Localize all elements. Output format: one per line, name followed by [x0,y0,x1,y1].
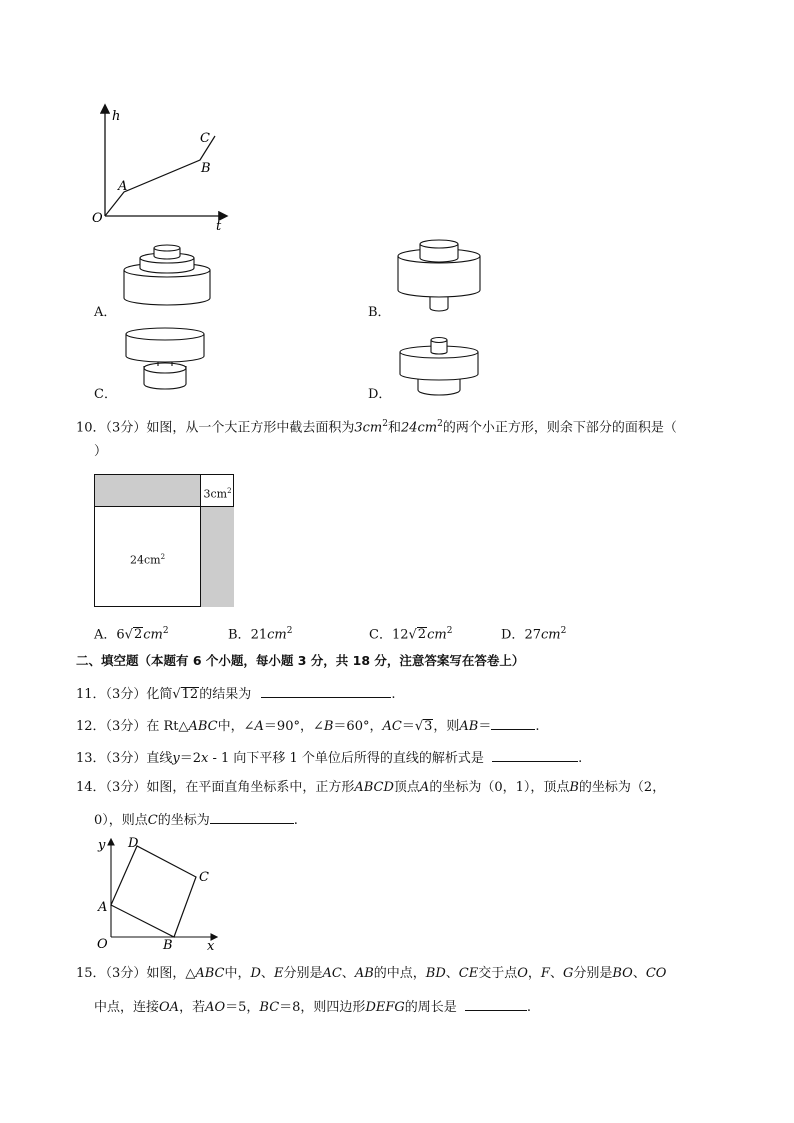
q10-val1: 3 [354,420,363,436]
q13-score: （3分） [105,751,147,766]
q15-defg: DEFG [365,1000,405,1015]
q14-a: A [419,780,430,795]
q14-number: 14． [76,780,106,795]
q10-option-a-sup: 2 [162,626,169,636]
q15-t11: 分别是 [573,966,613,981]
q12-score: （3分） [105,719,147,734]
q14-label-d: D [128,836,139,851]
q10-option-b-sup: 2 [286,626,293,636]
q15-t2: 中， [224,966,251,981]
q12-ac: AC [382,719,402,734]
point-label-c: C [200,131,210,146]
q10-option-d-label: D． [501,627,525,643]
q15-bc: BC [259,1000,280,1015]
q10-number: 10． [76,420,106,436]
q9-option-a-label[interactable]: A． [94,305,117,320]
q12-answer-blank[interactable] [491,716,535,730]
q12-t2: 中，∠ [217,719,255,734]
q14-line1 [76,779,665,797]
q14-b: B [569,780,579,795]
q10-small-square-label: 3cm [203,487,228,501]
q12-ab: AB [459,719,479,734]
q15-ac: AC [322,966,342,981]
sqrt-icon: √ [124,627,133,643]
q15-end: . [526,1000,532,1015]
q15-l2d: ＝8，则四边形 [279,1000,366,1015]
q14-label-x: x [207,939,215,952]
q14-c: C [147,813,158,828]
q10-close-paren: ） [94,444,108,459]
q15-number: 15． [76,966,106,981]
q12-number: 12． [76,719,106,734]
q10-option-b-pre: 21 [250,627,268,643]
q10-option-a[interactable] [94,622,169,644]
q10-large-square [95,507,201,607]
q14-t2: 顶点 [393,780,420,795]
q15-ab: AB [354,966,374,981]
q10-option-a-rad: 2 [133,627,143,643]
q10-option-b-unit: cm [267,627,287,643]
q10-option-a-unit: cm [143,627,163,643]
q14-label-b: B [163,938,173,952]
q11-score: （3分） [105,687,147,702]
q11-pre: 化简 [146,687,173,702]
q15-t4: 分别是 [283,966,323,981]
q15-ce: CE [458,966,479,981]
q15-f: F [540,966,550,981]
q15-oa: OA [159,1000,180,1015]
q15-g: G [562,966,574,981]
q14-answer-blank[interactable] [210,810,294,824]
h-curve [105,136,215,216]
q15-t10: 、 [549,966,563,981]
q12-b: B [323,719,334,734]
q10-small-square [201,475,234,507]
q11-line [76,684,395,704]
origin-label: O [92,211,103,226]
q12-abc: ABC [188,719,218,734]
q11-number: 11． [76,687,106,702]
q10-option-d[interactable] [501,622,566,644]
q10-shaded-top [95,475,201,507]
q10-option-d-unit: cm [540,627,561,643]
q10-option-b[interactable] [228,622,292,644]
q14-coordinate-figure [92,834,222,952]
q14-line2 [94,810,298,830]
q13-answer-blank[interactable] [492,748,578,762]
q9-option-a-figure[interactable] [118,244,218,314]
q13-y: y [172,751,180,766]
q10-option-c-pre: 12 [391,627,409,643]
q12-rad: 3 [424,719,433,734]
q15-line2 [94,997,531,1017]
q15-l2e: 的周长是 [404,1000,457,1015]
q10-option-c[interactable] [369,622,452,644]
q9-option-d-figure[interactable] [394,336,486,400]
q15-t3: 、 [260,966,274,981]
q15-ao: AO [205,1000,226,1015]
q10-sup1: 2 [382,419,388,429]
q13-line [76,748,582,768]
q10-text-after: 的两个小正方形，则余下部分的面积是（ [442,420,677,436]
q15-bd: BD [425,966,446,981]
q14-square-abcd [111,846,196,937]
q14-t5: 0），则点 [94,813,148,828]
axis-label-h: h [112,109,121,124]
q15-co: CO [645,966,667,981]
q14-t1: 如图，在平面直角坐标系中，正方形 [146,780,355,795]
q14-label-o: O [97,937,108,952]
q9-option-c-label[interactable]: C． [94,387,117,402]
q15-t5: 、 [341,966,355,981]
q15-line1 [76,965,666,983]
q13-end: . [578,751,583,766]
q9-ht-graph [88,100,233,232]
q15-t7: 、 [445,966,459,981]
q12-t4: ＝60°， [333,719,383,734]
q10-val2: 24 [400,420,418,436]
q10-stem-line1 [76,415,677,437]
section-title-fill-in: 二、填空题（本题有 6 个小题，每小题 3 分，共 18 分，注意答案写在答卷上） [76,653,525,668]
q15-t1: 如图，△ [146,966,196,981]
q10-mid: 和 [387,420,401,436]
point-label-a: A [118,179,128,194]
q14-label-c: C [199,870,209,885]
q12-t7: ＝ [478,719,492,734]
q9-option-b-figure[interactable] [392,236,486,316]
q10-shaded-right [201,507,234,607]
q9-option-b-label[interactable]: B． [368,305,391,320]
q13-t2: ＝2 [179,751,201,766]
q15-d: D [250,966,261,981]
q13-x: x [200,751,209,766]
sqrt-icon: √ [408,627,417,643]
q15-bo: BO [612,966,633,981]
q11-rad: 12 [181,687,199,702]
q9-option-d-label[interactable]: D． [368,387,392,402]
q10-option-d-pre: 27 [524,627,541,643]
point-label-b: B [201,161,211,176]
q10-square-figure [94,474,234,607]
q10-text-before: 如图，从一个大正方形中截去面积为 [146,420,355,436]
q15-t12: 、 [632,966,646,981]
q10-option-a-pre: 6 [116,627,125,643]
q14-t6: 的坐标为 [157,813,210,828]
q10-unit1: cm [362,420,383,436]
q15-answer-blank[interactable] [465,997,527,1011]
q14-label-y: y [98,838,106,853]
q15-t9: ， [527,966,541,981]
q15-t6: 的中点， [373,966,426,981]
q11-end: . [391,687,396,702]
q15-t8: 交于点 [478,966,518,981]
q14-label-a: A [98,900,108,915]
q14-abcd: ABCD [354,780,394,795]
q14-end: . [293,813,298,828]
q14-t3: 的坐标为（0，1），顶点 [429,780,570,795]
q12-line [76,716,540,736]
q9-option-c-figure[interactable] [120,326,214,394]
sqrt-icon: √ [414,719,424,734]
q15-abc: ABC [195,966,225,981]
q14-t4: 的坐标为（2， [578,780,666,795]
q10-small-square-sup: 2 [227,487,232,495]
q10-sup2: 2 [437,419,443,429]
q12-end: . [535,719,540,734]
q10-large-square-sup: 2 [160,553,166,561]
q15-o: O [517,966,528,981]
q12-t3: ＝90°，∠ [263,719,324,734]
q15-score: （3分） [105,966,147,981]
q10-score: （3分） [105,420,147,436]
q11-answer-blank[interactable] [261,684,391,698]
q10-large-square-label: 24cm [129,553,161,567]
q12-t1: 在 Rt△ [146,719,189,734]
q10-option-c-unit: cm [427,627,447,643]
q13-t1: 直线 [146,751,173,766]
q10-option-c-rad: 2 [417,627,427,643]
q13-t3: - 1 向下平移 1 个单位后所得的直线的解析式是 [208,751,484,766]
q10-option-a-label: A． [94,627,117,643]
q12-t5: ＝ [401,719,415,734]
q15-l2c: ＝5， [225,1000,260,1015]
q15-e: E [273,966,284,981]
q10-option-b-label: B． [228,627,251,643]
q12-t6: ，则 [433,719,460,734]
q13-number: 13． [76,751,106,766]
sqrt-icon: √ [172,687,181,702]
q12-a: A [254,719,264,734]
q10-unit2: cm [417,420,438,436]
q14-score: （3分） [105,780,147,795]
q15-l2a: 中点，连接 [94,1000,160,1015]
q11-post: 的结果为 [199,687,252,702]
axis-label-t: t [216,219,222,232]
q10-option-d-sup: 2 [560,626,567,636]
q10-option-c-sup: 2 [446,626,453,636]
q10-option-c-label: C． [369,627,392,643]
q15-l2b: ，若 [179,1000,206,1015]
